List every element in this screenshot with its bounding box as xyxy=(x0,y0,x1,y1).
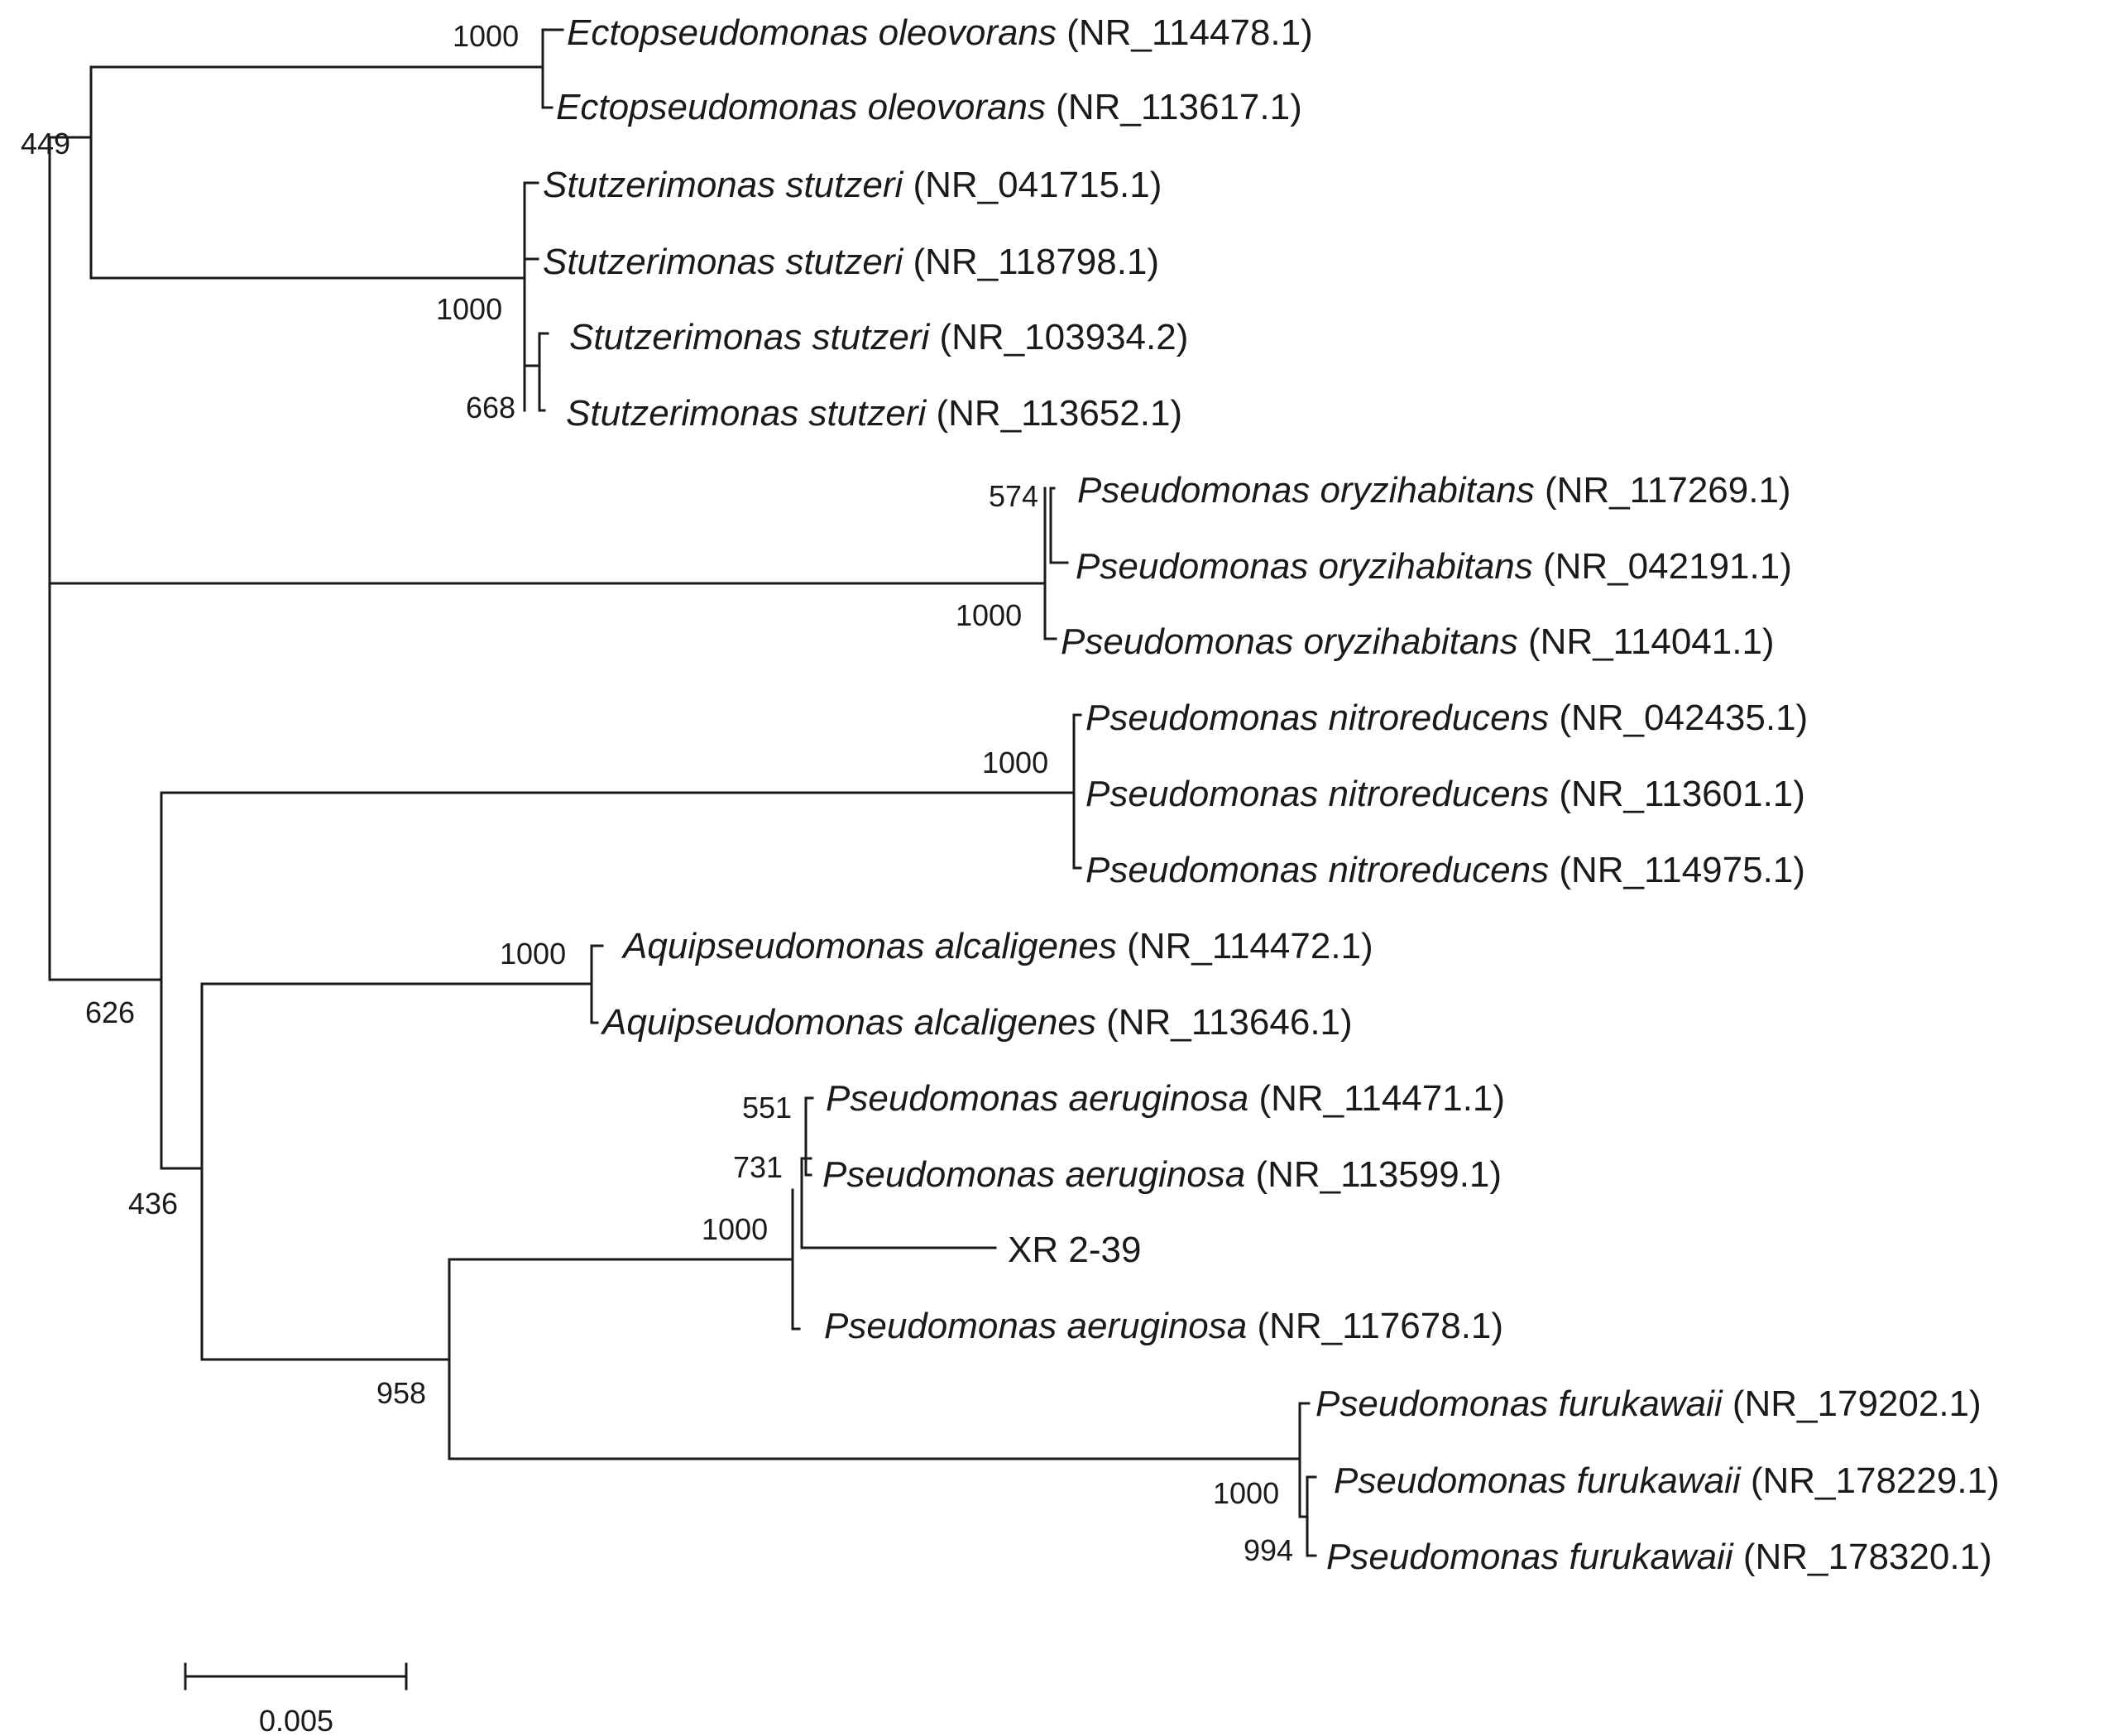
leaf-label: Pseudomonas nitroreducens (NR_113601.1) xyxy=(1085,774,1805,814)
leaf-label: Pseudomonas nitroreducens (NR_114975.1) xyxy=(1085,850,1805,890)
bootstrap-value: 731 xyxy=(733,1150,784,1184)
bootstrap-value: 626 xyxy=(85,995,136,1029)
leaf-label: Ectopseudomonas oleovorans (NR_113617.1) xyxy=(556,87,1302,127)
bootstrap-value: 1000 xyxy=(702,1212,769,1246)
bootstrap-value: 994 xyxy=(1244,1533,1294,1567)
leaf-label: Pseudomonas aeruginosa (NR_117678.1) xyxy=(824,1306,1504,1346)
scale-bar-label: 0.005 xyxy=(258,1704,334,1736)
leaf-label: Stutzerimonas stutzeri (NR_041715.1) xyxy=(543,165,1162,205)
leaf-label: Stutzerimonas stutzeri (NR_113652.1) xyxy=(566,393,1183,434)
bootstrap-value: 958 xyxy=(376,1376,427,1410)
leaf-label: Aquipseudomonas alcaligenes (NR_113646.1) xyxy=(602,1002,1353,1043)
leaf-label: Aquipseudomonas alcaligenes (NR_114472.1) xyxy=(623,926,1373,966)
bootstrap-value: 1000 xyxy=(453,19,520,53)
bootstrap-value: 551 xyxy=(742,1091,793,1125)
bootstrap-value: 1000 xyxy=(982,746,1049,779)
bootstrap-value: 1000 xyxy=(500,937,567,971)
leaf-label: Pseudomonas furukawaii (NR_178320.1) xyxy=(1326,1537,1992,1577)
leaf-label: Pseudomonas oryzihabitans (NR_114041.1) xyxy=(1061,621,1775,662)
leaf-label: Ectopseudomonas oleovorans (NR_114478.1) xyxy=(567,12,1313,53)
bootstrap-value: 1000 xyxy=(1213,1476,1280,1510)
leaf-label: XR 2-39 xyxy=(1008,1230,1142,1270)
leaf-label: Pseudomonas oryzihabitans (NR_042191.1) xyxy=(1076,546,1792,587)
leaf-label: Pseudomonas nitroreducens (NR_042435.1) xyxy=(1085,698,1809,738)
bootstrap-value: 668 xyxy=(466,391,516,424)
leaf-labels xyxy=(543,12,2000,1577)
bootstrap-value: 574 xyxy=(989,479,1039,513)
scale-bar xyxy=(185,1664,406,1736)
bootstrap-value: 449 xyxy=(21,127,71,161)
leaf-label: Pseudomonas aeruginosa (NR_114471.1) xyxy=(826,1078,1506,1119)
leaf-label: Pseudomonas aeruginosa (NR_113599.1) xyxy=(822,1154,1502,1195)
leaf-label: Pseudomonas oryzihabitans (NR_117269.1) xyxy=(1077,470,1791,511)
leaf-label: Stutzerimonas stutzeri (NR_103934.2) xyxy=(569,317,1189,357)
leaf-label: Pseudomonas furukawaii (NR_178229.1) xyxy=(1334,1460,2000,1501)
leaf-label: Stutzerimonas stutzeri (NR_118798.1) xyxy=(543,242,1160,282)
bootstrap-value: 436 xyxy=(128,1187,179,1220)
leaf-label: Pseudomonas furukawaii (NR_179202.1) xyxy=(1315,1384,1982,1424)
bootstrap-value: 1000 xyxy=(956,598,1023,632)
bootstrap-value: 1000 xyxy=(436,292,503,326)
